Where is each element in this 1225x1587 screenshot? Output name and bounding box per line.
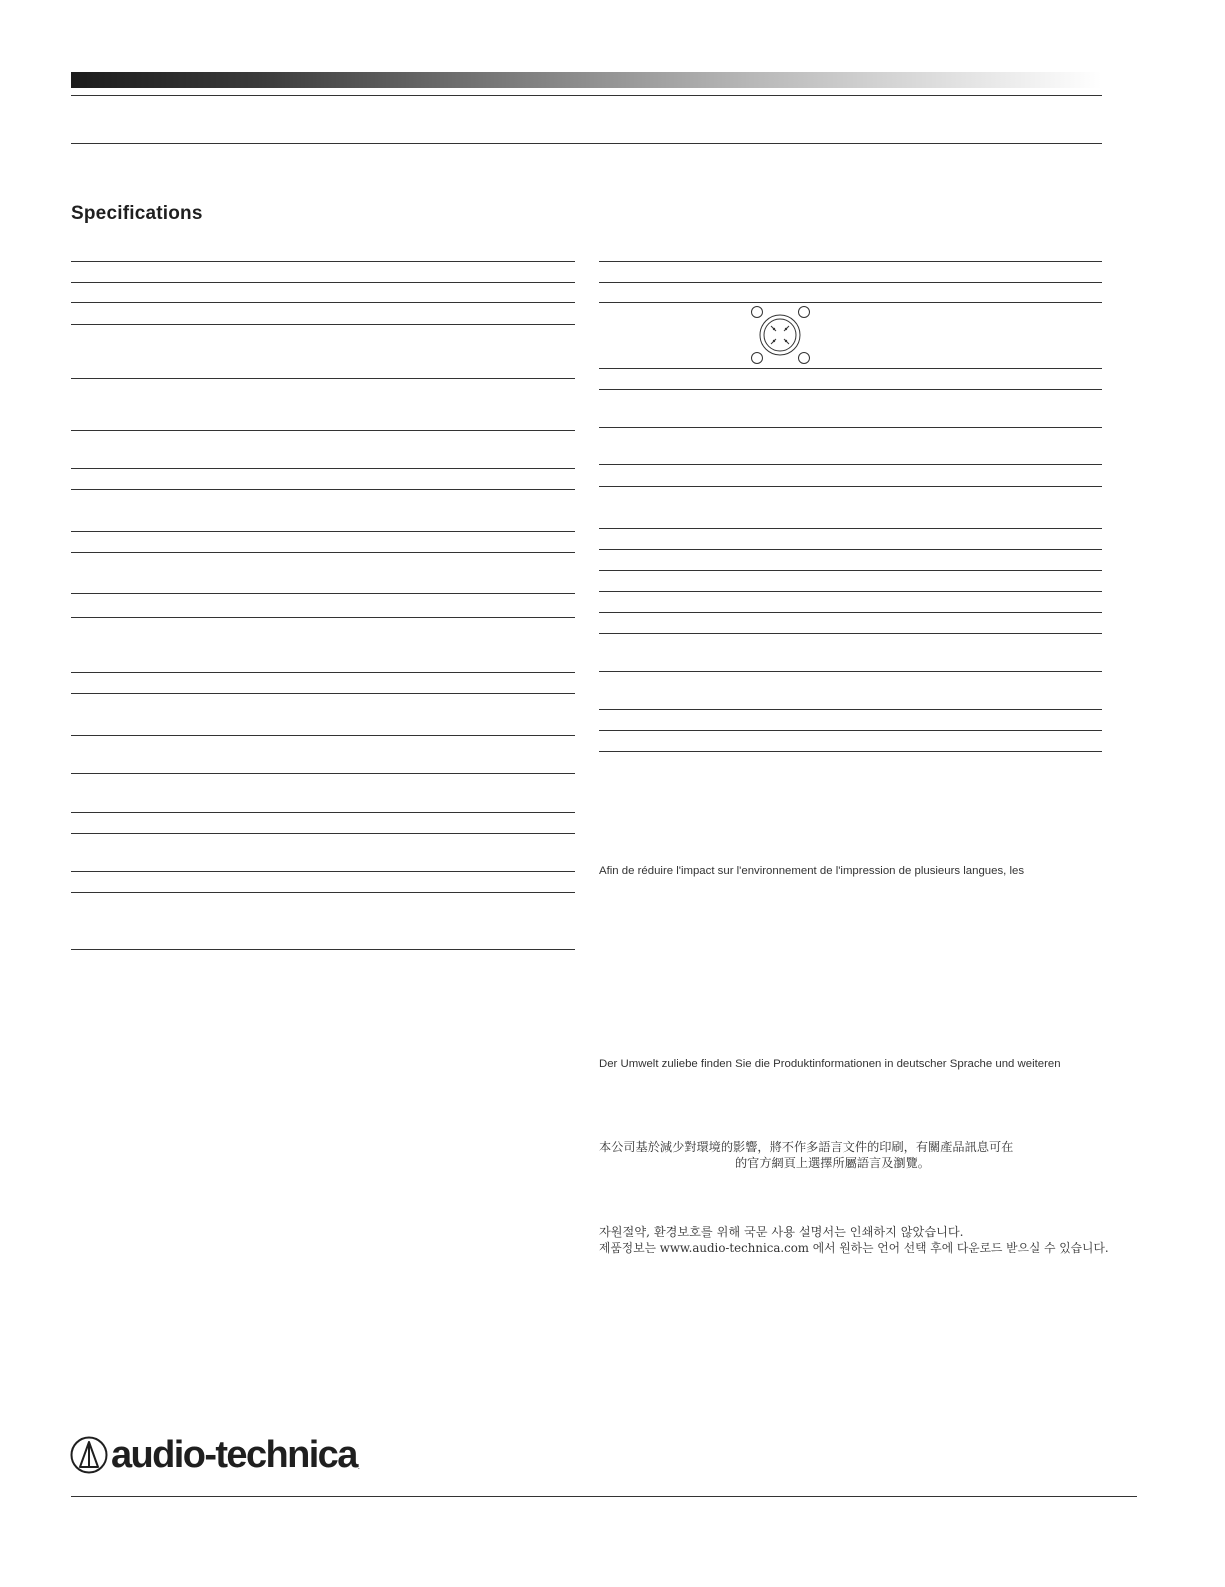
- brand-logo: [70, 1433, 360, 1477]
- table-row-rule: [599, 427, 1102, 428]
- brand-wordmark: audio-technica: [111, 1434, 357, 1476]
- table-row-rule: [599, 671, 1102, 672]
- table-row-rule: [71, 672, 575, 673]
- table-row-rule: [71, 833, 575, 834]
- registered-mark: .: [357, 1462, 360, 1471]
- table-row-rule: [599, 389, 1102, 390]
- header-rule-top: [71, 95, 1102, 96]
- table-row-rule: [71, 282, 575, 283]
- table-row-rule: [71, 489, 575, 490]
- table-row-rule: [71, 735, 575, 736]
- table-row-rule: [71, 773, 575, 774]
- table-row-rule: [71, 324, 575, 325]
- note-korean-line2: 제품정보는 www.audio-technica.com 에서 원하는 언어 선택 후에 다운로드 받으실 수 있습니다.: [599, 1241, 1109, 1255]
- note-chinese-line1: 本公司基於減少對環境的影響，將不作多語言文件的印刷，有關產品訊息可在: [599, 1140, 1014, 1154]
- table-row-rule: [71, 871, 575, 872]
- table-row-rule: [599, 709, 1102, 710]
- table-row-rule: [599, 528, 1102, 529]
- table-row-rule: [71, 552, 575, 553]
- table-row-rule: [71, 693, 575, 694]
- table-row-rule: [599, 570, 1102, 571]
- header-gradient-bar: [71, 72, 1102, 88]
- table-row-rule: [71, 378, 575, 379]
- table-row-rule: [599, 486, 1102, 487]
- table-row-rule: [71, 593, 575, 594]
- table-row-rule: [71, 949, 575, 950]
- table-row-rule: [71, 892, 575, 893]
- table-row-rule: [599, 633, 1102, 634]
- table-row-rule: [599, 302, 1102, 303]
- table-row-rule: [599, 282, 1102, 283]
- table-row-rule: [599, 591, 1102, 592]
- table-row-rule: [599, 261, 1102, 262]
- table-row-rule: [71, 261, 575, 262]
- table-row-rule: [71, 430, 575, 431]
- table-row-rule: [71, 812, 575, 813]
- table-row-rule: [599, 612, 1102, 613]
- table-row-rule: [71, 617, 575, 618]
- header-rule-bottom: [71, 143, 1102, 144]
- table-row-rule: [599, 751, 1102, 752]
- table-row-rule: [71, 468, 575, 469]
- note-chinese-line2: 的官方網頁上選擇所屬語言及瀏覽。: [735, 1156, 930, 1170]
- table-row-rule: [599, 464, 1102, 465]
- table-row-rule: [599, 368, 1102, 369]
- xlr-4-pin-connector-icon: [747, 304, 813, 366]
- note-french: Afin de réduire l'impact sur l'environnement de l'impression de plusieurs langues, les: [599, 865, 1025, 877]
- audio-technica-symbol-icon: [70, 1436, 108, 1474]
- note-german: Der Umwelt zuliebe finden Sie die Produktinformationen in deutscher Sprache und weiteren: [599, 1058, 1061, 1070]
- table-row-rule: [599, 730, 1102, 731]
- table-row-rule: [71, 531, 575, 532]
- footer-rule: [71, 1496, 1137, 1497]
- table-row-rule: [599, 549, 1102, 550]
- page-title: Specifications: [71, 203, 203, 224]
- table-row-rule: [71, 302, 575, 303]
- note-korean-line1: 자원절약, 환경보호를 위해 국문 사용 설명서는 인쇄하지 않았습니다.: [599, 1225, 964, 1239]
